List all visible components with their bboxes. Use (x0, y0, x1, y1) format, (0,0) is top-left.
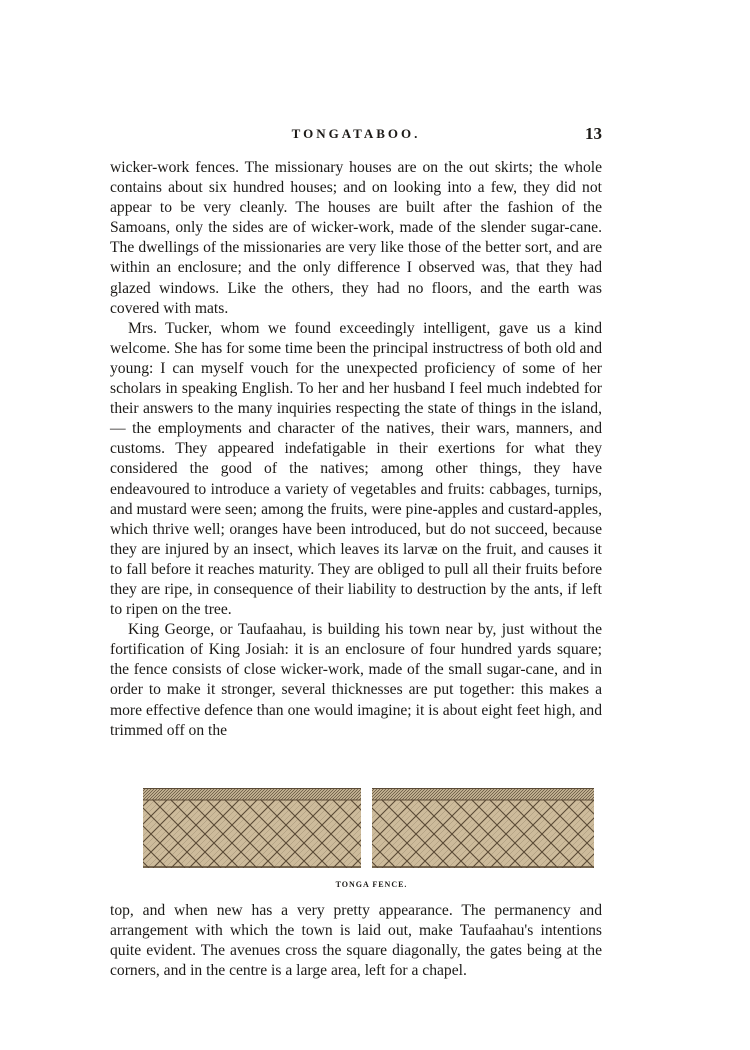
running-head: TONGATABOO. (291, 126, 421, 141)
fence-illustration-left (143, 788, 361, 868)
paragraph: Mrs. Tucker, whom we found exceedingly intelligent, gave us a kind welcome. She has for some time been the principal instructress of both old and young: I can myself vouch for the unexpected proficiency of some of her scholars in speaking English. To her and her husband I feel much indebted for their answers to the many inquiries respecting the state of things in the island, — the employments and character of the natives, their wars, manners, and customs. They appeared indefatigable in their exertions for what they considered the good of the natives; among other things, they have endeavoured to introduce a variety of vegetables and fruits: cabbages, turnips, and mustard were seen; among the fruits, were pine-apples and custard-apples, which thrive well; oranges have been introduced, but do not succeed, because they are injured by an insect, which leaves its larvæ on the fruit, and causes it to fall before it reaches maturity. They are obliged to pull all their fruits before they are ripe, in consequence of their liability to destruction by the ants, if left to ripen on the tree. (110, 319, 602, 619)
fence-illustration-right (372, 788, 594, 868)
page-number: 13 (585, 124, 602, 143)
paragraph: King George, or Taufaahau, is building his town near by, just without the fortification of King Josiah: it is an enclosure of four hundred yards square; the fence consists of close wicker-work, made of the small sugar-cane, and in order to make it stronger, several thicknesses are put together: this makes a more effective defence than one would imagine; it is about eight feet high, and trimmed off on the (110, 621, 602, 739)
page-header (110, 124, 602, 148)
figure-caption: TONGA FENCE. (335, 880, 408, 889)
paragraph: wicker-work fences. The missionary houses are on the out skirts; the whole contains about six hundred houses; and on looking into a few, they did not appear to be very cleanly. The houses are built after the fashion of the Samoans, only the sides are of wicker-work, made of the slender sugar-cane. The dwellings of the missionaries are very like those of the better sort, and are within an enclosure; and the only difference I observed was, that they had glazed windows. Like the others, they had no floors, and the earth was covered with mats. (110, 159, 602, 317)
paragraph: top, and when new has a very pretty appearance. The permanency and arrangement with which the town is laid out, make Taufaahau's intentions quite evident. The avenues cross the square diagonally, the gates being at the corners, and in the centre is a large area, left for a chapel. (110, 902, 602, 980)
tonga-fence-figure (140, 788, 603, 892)
body-text-after-figure (110, 901, 602, 981)
body-text-before-figure (110, 158, 602, 741)
